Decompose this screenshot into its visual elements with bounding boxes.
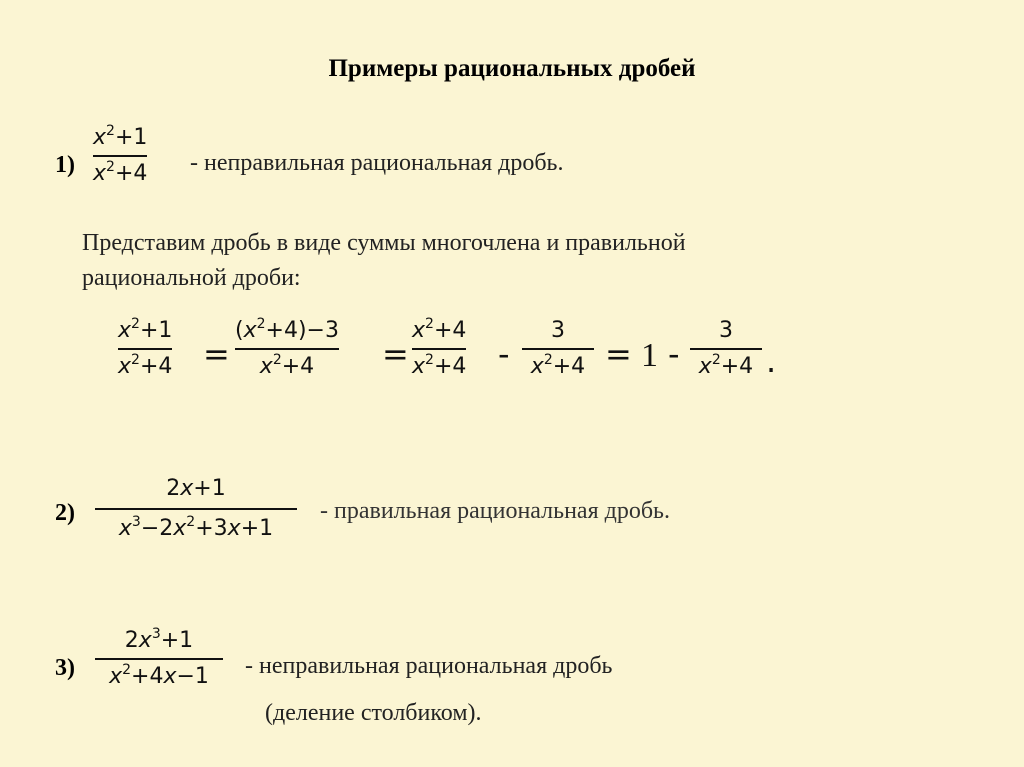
calc-fraction-3: $x^2+4$ $x^2+4$ <box>412 316 467 379</box>
equals-sign-1: = <box>203 335 230 373</box>
minus-sign-2: - <box>668 335 680 373</box>
example-2-number: 2) <box>55 500 75 526</box>
calc-fraction-5: 3 $x^2+4$ <box>690 320 762 378</box>
example-3-number: 3) <box>55 655 75 681</box>
example-3-description: - неправильная рациональная дробь <box>245 653 613 679</box>
calc-fraction-5-numerator: 3 <box>719 318 733 343</box>
example-2-description: - правильная рациональная дробь. <box>320 498 670 524</box>
example-1-number: 1) <box>55 152 75 178</box>
example-3-fraction: $2x^3+1$ $x^2+4x-1$ <box>95 630 223 688</box>
calc-one: 1 <box>641 337 658 374</box>
example-2-fraction: 2x+1 $x^3-2x^2+3x+1$ <box>95 478 297 540</box>
calc-period: . <box>766 342 777 380</box>
calc-fraction-1: $x^2+1$ $x^2+4$ <box>118 316 173 379</box>
equals-sign-2: = <box>382 335 409 373</box>
page-title: Примеры рациональных дробей <box>328 55 696 82</box>
calc-fraction-4-numerator: 3 <box>551 318 565 343</box>
example-3-note: (деление столбиком). <box>265 700 482 726</box>
example-1-fraction: $x^2+1$ $x^2+4$ <box>93 123 148 186</box>
minus-sign-1: - <box>498 335 510 373</box>
calc-fraction-2: $(x^2+4)-3$ $x^2+4$ <box>235 316 339 379</box>
example-1-description: - неправильная рациональная дробь. <box>190 150 564 176</box>
example-1-paragraph-line-1: Представим дробь в виде суммы многочлена и правильной <box>82 230 686 256</box>
equals-sign-3: = <box>605 335 632 373</box>
example-1-paragraph-line-2: рациональной дроби: <box>82 265 301 291</box>
calc-fraction-4: 3 $x^2+4$ <box>522 320 594 378</box>
